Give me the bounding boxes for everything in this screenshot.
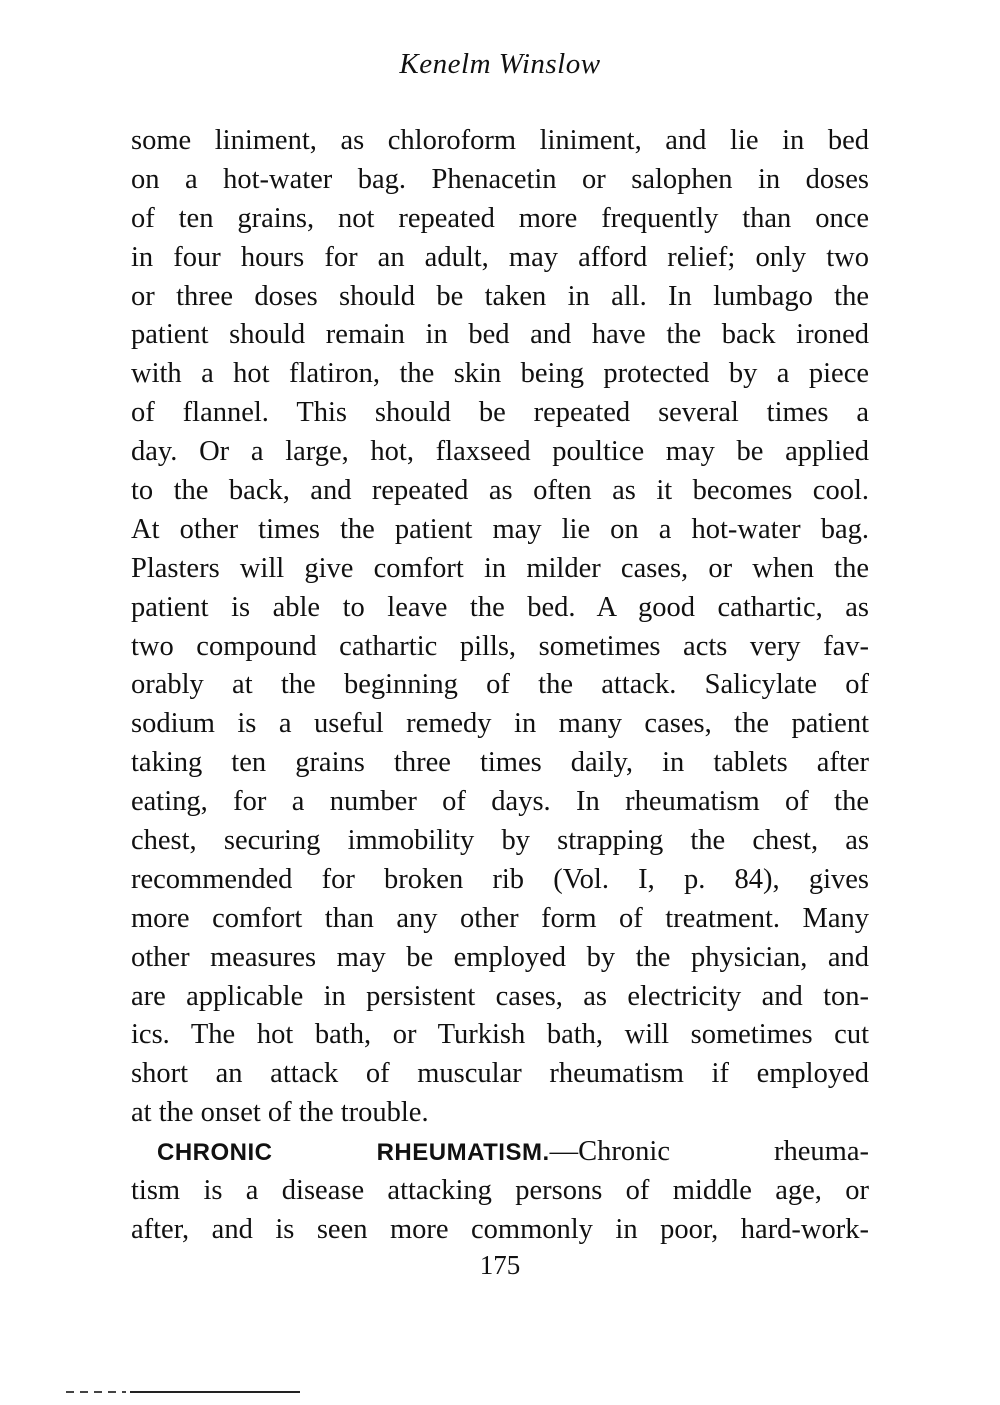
text-line: sodium is a useful remedy in many cases, the patient <box>131 708 869 740</box>
text-line: in four hours for an adult, may afford relief; only two <box>131 241 869 273</box>
text-line: recommended for broken rib (Vol. I, p. 84), gives <box>131 863 869 895</box>
text-line: patient should remain in bed and have the back ironed <box>131 319 869 351</box>
text-line: —Chronic rheuma- <box>549 1136 869 1168</box>
text-line: with a hot flatiron, the skin being protected by a piece <box>131 358 869 390</box>
text-line: after, and is seen more commonly in poor, hard-work- <box>131 1213 869 1245</box>
section-first-line <box>131 1133 869 1172</box>
text-line: on a hot-water bag. Phenacetin or salophen in doses <box>131 163 869 195</box>
footer-rule-dashed <box>66 1391 126 1393</box>
text-line: patient is able to leave the bed. A good cathartic, as <box>131 591 869 623</box>
text-line: two compound cathartic pills, sometimes acts very fav- <box>131 630 869 662</box>
section-heading: CHRONIC RHEUMATISM. <box>157 1139 550 1167</box>
text-line: Plasters will give comfort in milder cases, or when the <box>131 552 869 584</box>
text-line: taking ten grains three times daily, in tablets after <box>131 747 869 779</box>
text-line: of ten grains, not repeated more frequently than once <box>131 202 869 234</box>
text-line: of flannel. This should be repeated several times a <box>131 397 869 429</box>
text-line: At other times the patient may lie on a hot-water bag. <box>131 513 869 545</box>
text-line: short an attack of muscular rheumatism if employed <box>131 1058 869 1090</box>
footer-rule <box>130 1391 300 1393</box>
text-line: ics. The hot bath, or Turkish bath, will sometimes cut <box>131 1019 869 1051</box>
text-line: some liniment, as chloroform liniment, and lie in bed <box>131 125 869 156</box>
text-line: to the back, and repeated as often as it becomes cool. <box>131 475 869 507</box>
text-line: day. Or a large, hot, flaxseed poultice may be applied <box>131 436 869 468</box>
text-line: are applicable in persistent cases, as electricity and ton- <box>131 980 869 1012</box>
text-line: at the onset of the trouble. <box>131 1097 429 1129</box>
running-header: Kenelm Winslow <box>399 48 601 80</box>
page-number: 175 <box>479 1250 521 1280</box>
text-line: eating, for a number of days. In rheumatism of the <box>131 786 869 818</box>
text-line: orably at the beginning of the attack. Salicylate of <box>131 669 869 701</box>
text-line: or three doses should be taken in all. In lumbago the <box>131 280 869 312</box>
text-line: chest, securing immobility by strapping the chest, as <box>131 825 869 857</box>
text-line: other measures may be employed by the physician, and <box>131 941 869 973</box>
body-text <box>131 122 869 1250</box>
text-line: more comfort than any other form of treatment. Many <box>131 902 869 934</box>
text-line: tism is a disease attacking persons of middle age, or <box>131 1175 869 1207</box>
